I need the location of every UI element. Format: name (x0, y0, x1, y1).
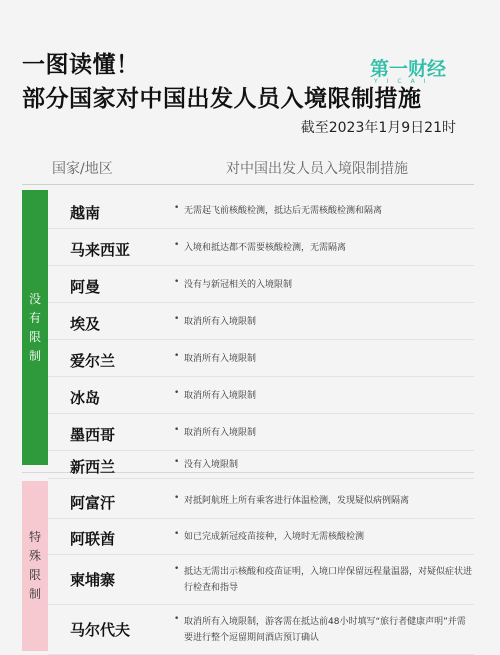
date-stamp: 截至2023年1月9日21时 (300, 120, 456, 136)
measure-text: 取消所有入境限制 (184, 354, 257, 364)
table-row (48, 555, 474, 605)
page-title-line1: 一图读懂！ (22, 52, 140, 78)
logo-subtext: YICAI (374, 78, 435, 85)
measure-text: 无需起飞前核酸检测，抵达后无需核酸检测和隔离 (184, 206, 383, 216)
table-row (48, 451, 474, 479)
group-band-special-restriction: 特 殊 限 制 (22, 481, 48, 651)
table-row (48, 519, 474, 555)
country-name: 马来西亚 (70, 241, 131, 259)
measure-text: 入境和抵达都不需要核酸检测，无需隔离 (184, 243, 347, 253)
measure-text: 抵达无需出示核酸和疫苗证明，入境口岸保留远程量温器，对疑似症状进行检查和指导 (184, 567, 473, 593)
group-band-no-restriction: 没 有 限 制 (22, 190, 48, 465)
measure-text: 取消所有入境限制 (184, 317, 257, 327)
country-name: 新西兰 (70, 458, 116, 476)
measure-text: 没有与新冠相关的入境限制 (184, 280, 293, 290)
measure-text: 取消所有入境限制 (184, 391, 257, 401)
bullet-icon: • (174, 564, 180, 574)
page-title-line2: 部分国家对中国出发人员入境限制措施 (22, 86, 422, 112)
bullet-icon: • (174, 614, 180, 624)
bullet-icon: • (174, 388, 180, 398)
country-name: 冰岛 (70, 389, 101, 407)
table-row (48, 303, 474, 340)
measure-text: 对抵阿航班上所有乘客进行体温检测，发现疑似病例隔离 (184, 496, 410, 506)
bullet-icon: • (174, 240, 180, 250)
country-name: 阿联酋 (70, 530, 116, 548)
bullet-icon: • (174, 493, 180, 503)
logo-text: 第一财经 (370, 58, 447, 80)
bullet-icon: • (174, 277, 180, 287)
yicai-logo (370, 54, 452, 84)
table-row (48, 192, 474, 229)
row-divider (48, 478, 474, 479)
bullet-icon: • (174, 314, 180, 324)
country-name: 阿富汗 (70, 494, 116, 512)
table-row (48, 414, 474, 451)
table-row (48, 229, 474, 266)
country-name: 埃及 (70, 315, 101, 333)
column-header-measures: 对中国出发人员入境限制措施 (226, 161, 408, 177)
bullet-icon: • (174, 425, 180, 435)
country-name: 柬埔寨 (70, 571, 116, 589)
table-row (48, 605, 474, 655)
column-header-country: 国家/地区 (52, 161, 113, 177)
table-row (48, 377, 474, 414)
table-row (48, 266, 474, 303)
country-name: 墨西哥 (70, 426, 116, 444)
bullet-icon: • (174, 529, 180, 539)
country-name: 爱尔兰 (70, 352, 116, 370)
table-row (48, 483, 474, 519)
bullet-icon: • (174, 351, 180, 361)
country-name: 越南 (70, 204, 101, 222)
measure-text: 如已完成新冠疫苗接种，入境时无需核酸检测 (184, 532, 365, 542)
table-row (48, 340, 474, 377)
bullet-icon: • (174, 203, 180, 213)
measure-text: 没有入境限制 (184, 460, 239, 470)
country-name: 阿曼 (70, 278, 101, 296)
measure-text: 取消所有入境限制，游客需在抵达前48小时填写“旅行者健康声明”并需要进行整个逗留期间酒店预订确认 (184, 617, 466, 643)
country-name: 马尔代夫 (70, 621, 131, 639)
header-rule (22, 184, 474, 185)
measure-text: 取消所有入境限制 (184, 428, 257, 438)
bullet-icon: • (174, 457, 180, 467)
